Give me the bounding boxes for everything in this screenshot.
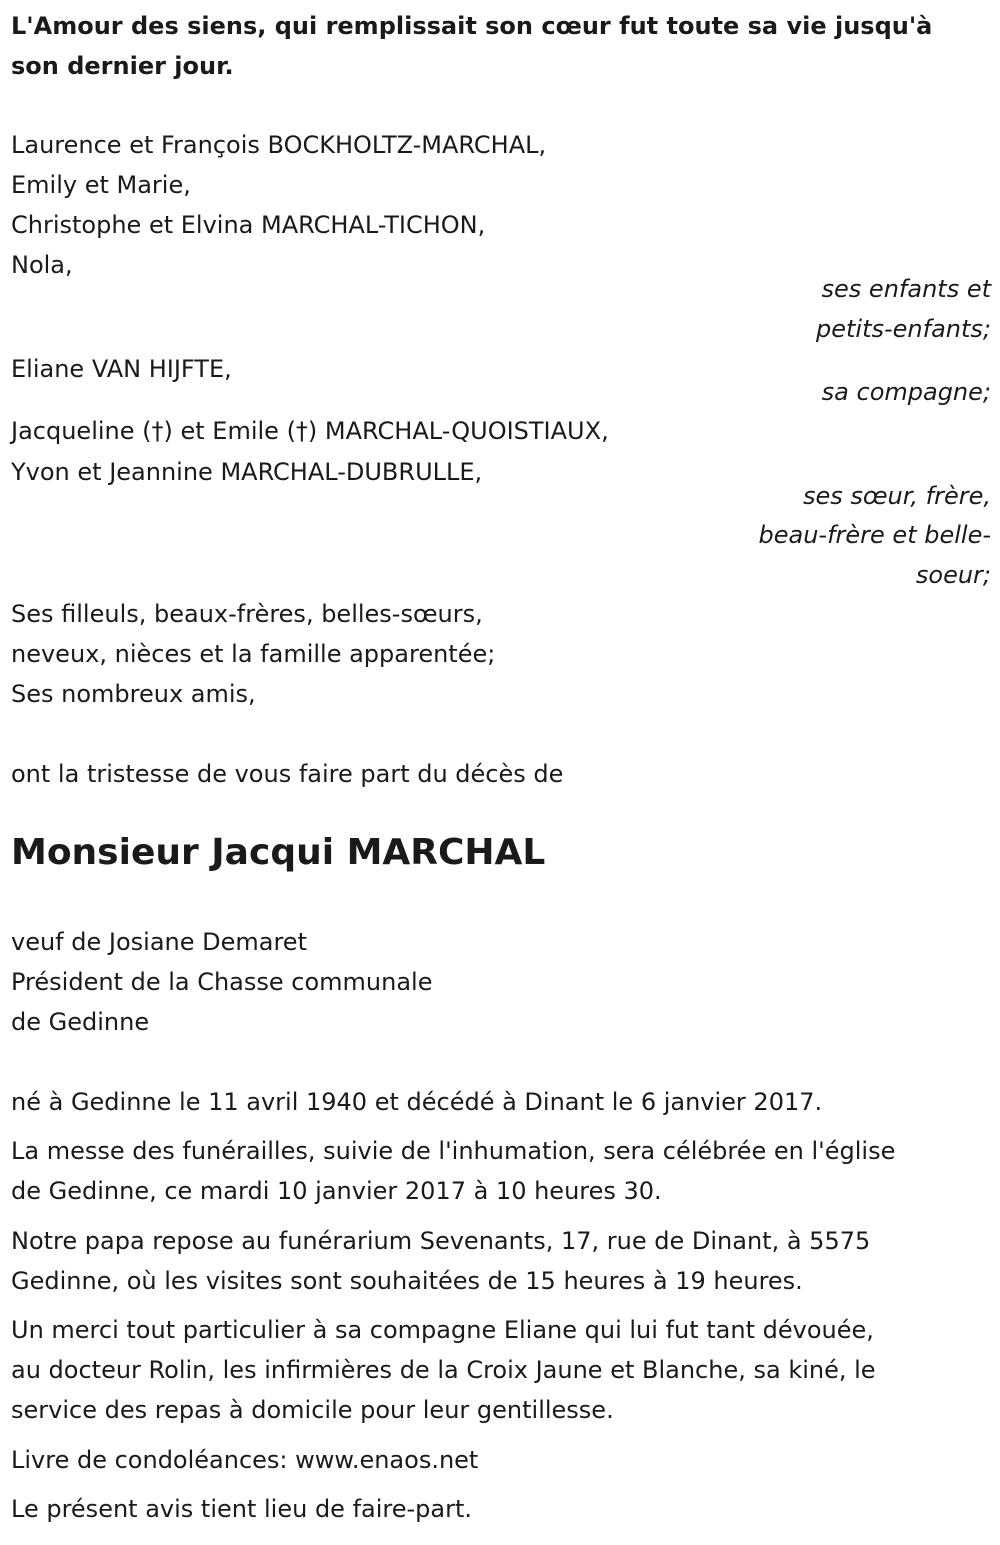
others-line: Ses filleuls, beaux-frères, belles-sœurs, — [11, 600, 483, 628]
funeral-line: La messe des funérailles, suivie de l'inhumation, sera célébrée en l'église — [11, 1137, 896, 1165]
siblings-line: Yvon et Jeannine MARCHAL-DUBRULLE, — [11, 458, 483, 486]
role-siblings-line: beau-frère et belle- — [758, 521, 991, 549]
role-siblings-line: soeur; — [915, 561, 991, 589]
family-children-line: Emily et Marie, — [11, 171, 191, 199]
deceased-name: Monsieur Jacqui MARCHAL — [11, 832, 546, 873]
funeral-line: de Gedinne, ce mardi 10 janvier 2017 à 10 heures 30. — [11, 1177, 662, 1205]
thanks-line: au docteur Rolin, les infirmières de la Croix Jaune et Blanche, sa kiné, le — [11, 1356, 876, 1384]
role-children-line: ses enfants et — [821, 275, 991, 303]
condolences-link: Livre de condoléances: www.enaos.net — [11, 1446, 479, 1474]
family-children-line: Nola, — [11, 251, 73, 279]
epigraph-line-2: son dernier jour. — [11, 52, 234, 80]
deceased-detail-line: Président de la Chasse communale — [11, 968, 433, 996]
thanks-line: Un merci tout particulier à sa compagne Eliane qui lui fut tant dévouée, — [11, 1316, 874, 1344]
siblings-line: Jacqueline (†) et Emile (†) MARCHAL-QUOISTIAUX, — [11, 417, 609, 445]
closing-note: Le présent avis tient lieu de faire-part. — [11, 1495, 473, 1523]
others-line: neveux, nièces et la famille apparentée; — [11, 640, 496, 668]
visitation-line: Gedinne, où les visites sont souhaitées de 15 heures à 19 heures. — [11, 1267, 803, 1295]
epigraph-line-1: L'Amour des siens, qui remplissait son cœur fut toute sa vie jusqu'à — [11, 12, 933, 40]
role-companion: sa compagne; — [821, 378, 991, 406]
birth-death: né à Gedinne le 11 avril 1940 et décédé à Dinant le 6 janvier 2017. — [11, 1088, 823, 1116]
role-children-line: petits-enfants; — [816, 315, 991, 343]
announcement: ont la tristesse de vous faire part du décès de — [11, 760, 564, 788]
family-children-line: Laurence et François BOCKHOLTZ-MARCHAL, — [11, 131, 547, 159]
family-children-line: Christophe et Elvina MARCHAL-TICHON, — [11, 211, 486, 239]
visitation-line: Notre papa repose au funérarium Sevenants, 17, rue de Dinant, à 5575 — [11, 1227, 871, 1255]
thanks-line: service des repas à domicile pour leur gentillesse. — [11, 1396, 614, 1424]
deceased-detail-line: de Gedinne — [11, 1008, 150, 1036]
companion-name: Eliane VAN HIJFTE, — [11, 355, 232, 383]
others-line: Ses nombreux amis, — [11, 680, 256, 708]
deceased-detail-line: veuf de Josiane Demaret — [11, 928, 307, 956]
role-siblings-line: ses sœur, frère, — [802, 482, 991, 510]
